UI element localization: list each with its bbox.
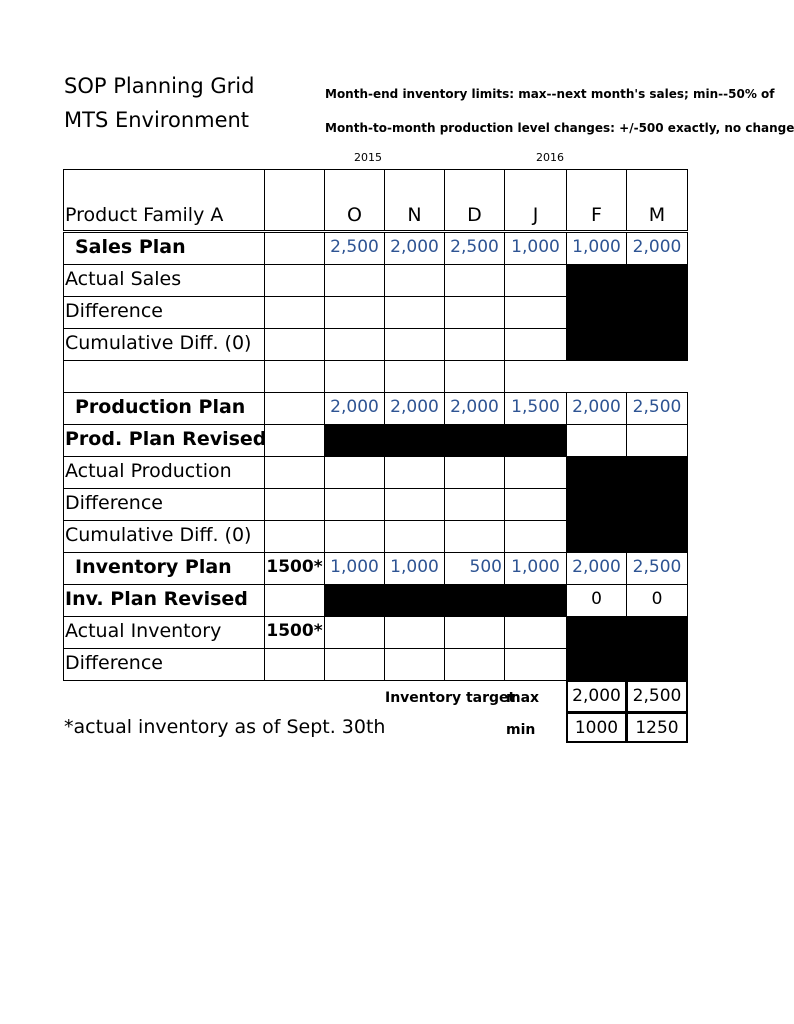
cell-actual-inventory-3 [504,616,567,649]
cell-inventory-difference-0 [324,648,385,681]
cell-inventory-difference-5 [626,648,688,681]
row-label-sales-cum-diff: Cumulative Diff. (0) [63,328,265,361]
cell-production-plan-3: 1,500 [504,392,567,425]
row-label-production-plan: Production Plan [63,392,265,425]
cell-actual-sales-1 [384,264,445,297]
spacer-row-cell-4 [566,360,627,393]
cell-actual-inventory-4 [566,616,627,649]
spacer-row-cell-2 [444,360,505,393]
row-start-actual-production [264,456,325,489]
cell-sales-difference-3 [504,296,567,329]
cell-prod-plan-revised-5 [626,424,688,457]
inventory-target-max-0: 2,000 [566,680,627,713]
row-label-production-difference: Difference [63,488,265,521]
cell-sales-difference-1 [384,296,445,329]
cell-actual-sales-2 [444,264,505,297]
row-start-production-difference [264,488,325,521]
inventory-target-min-0: 1000 [566,712,627,743]
cell-actual-sales-4 [566,264,627,297]
cell-actual-inventory-5 [626,616,688,649]
cell-sales-difference-4 [566,296,627,329]
cell-sales-cum-diff-3 [504,328,567,361]
cell-actual-production-0 [324,456,385,489]
cell-production-cum-diff-0 [324,520,385,553]
row-label-inventory-difference: Difference [63,648,265,681]
cell-production-cum-diff-4 [566,520,627,553]
cell-actual-production-2 [444,456,505,489]
row-start-actual-sales [264,264,325,297]
cell-production-plan-4: 2,000 [566,392,627,425]
page-subtitle: MTS Environment [64,108,250,132]
row-start-sales-cum-diff [264,328,325,361]
row-label-inv-plan-revised: Inv. Plan Revised [63,584,265,617]
row-start-inv-plan-revised [264,584,325,617]
row-start-actual-inventory: 1500* [264,616,325,649]
row-label-actual-inventory: Actual Inventory [63,616,265,649]
row-label-sales-difference: Difference [63,296,265,329]
cell-inv-plan-revised-5: 0 [626,584,688,617]
cell-production-difference-5 [626,488,688,521]
year-2015-label: 2015 [354,151,382,164]
cell-actual-inventory-2 [444,616,505,649]
row-start-sales-plan [264,232,325,265]
spacer-row-label [63,360,265,393]
row-start-production-plan [264,392,325,425]
month-header-5: M [626,169,688,231]
cell-actual-production-3 [504,456,567,489]
cell-inv-plan-revised-3 [504,584,567,617]
row-label-inventory-plan: Inventory Plan [63,552,265,585]
cell-production-cum-diff-1 [384,520,445,553]
cell-inventory-plan-4: 2,000 [566,552,627,585]
cell-sales-plan-3: 1,000 [504,232,567,265]
spacer-row-cell-0 [324,360,385,393]
spacer-row-start [264,360,325,393]
cell-inv-plan-revised-4: 0 [566,584,627,617]
page-title: SOP Planning Grid [64,74,255,98]
start-header-cell [264,169,325,231]
cell-inventory-plan-2: 500 [444,552,505,585]
cell-prod-plan-revised-3 [504,424,567,457]
cell-actual-production-1 [384,456,445,489]
row-start-production-cum-diff [264,520,325,553]
cell-prod-plan-revised-2 [444,424,505,457]
cell-sales-plan-5: 2,000 [626,232,688,265]
cell-sales-cum-diff-4 [566,328,627,361]
cell-inventory-difference-4 [566,648,627,681]
cell-inventory-difference-3 [504,648,567,681]
cell-sales-plan-1: 2,000 [384,232,445,265]
cell-prod-plan-revised-4 [566,424,627,457]
spacer-row-cell-5 [626,360,688,393]
note-production-changes: Month-to-month production level changes: +/-500 exactly, no change [325,121,794,135]
cell-inv-plan-revised-2 [444,584,505,617]
inventory-target-min-1: 1250 [626,712,688,743]
cell-production-cum-diff-5 [626,520,688,553]
cell-production-plan-2: 2,000 [444,392,505,425]
cell-inventory-difference-1 [384,648,445,681]
cell-inventory-plan-3: 1,000 [504,552,567,585]
row-start-sales-difference [264,296,325,329]
cell-production-cum-diff-3 [504,520,567,553]
row-label-actual-sales: Actual Sales [63,264,265,297]
spacer-row-cell-3 [504,360,567,393]
row-label-production-cum-diff: Cumulative Diff. (0) [63,520,265,553]
cell-sales-difference-5 [626,296,688,329]
cell-sales-difference-2 [444,296,505,329]
cell-prod-plan-revised-0 [324,424,385,457]
cell-sales-cum-diff-1 [384,328,445,361]
row-start-inventory-plan: 1500* [264,552,325,585]
row-start-inventory-difference [264,648,325,681]
cell-inventory-plan-5: 2,500 [626,552,688,585]
cell-inv-plan-revised-1 [384,584,445,617]
year-2016-label: 2016 [536,151,564,164]
cell-actual-sales-0 [324,264,385,297]
cell-prod-plan-revised-1 [384,424,445,457]
cell-sales-plan-2: 2,500 [444,232,505,265]
row-label-actual-production: Actual Production [63,456,265,489]
cell-actual-sales-3 [504,264,567,297]
footnote: *actual inventory as of Sept. 30th [64,716,386,738]
cell-inventory-plan-0: 1,000 [324,552,385,585]
cell-actual-sales-5 [626,264,688,297]
cell-sales-cum-diff-0 [324,328,385,361]
cell-inv-plan-revised-0 [324,584,385,617]
product-family-label: Product Family A [63,169,265,231]
row-start-prod-plan-revised [264,424,325,457]
cell-production-plan-1: 2,000 [384,392,445,425]
cell-production-plan-5: 2,500 [626,392,688,425]
cell-sales-plan-0: 2,500 [324,232,385,265]
cell-actual-production-4 [566,456,627,489]
cell-production-difference-3 [504,488,567,521]
spacer-row-cell-1 [384,360,445,393]
row-label-prod-plan-revised: Prod. Plan Revised [63,424,265,457]
cell-production-difference-4 [566,488,627,521]
cell-inventory-difference-2 [444,648,505,681]
cell-sales-cum-diff-2 [444,328,505,361]
cell-production-plan-0: 2,000 [324,392,385,425]
month-header-4: F [566,169,627,231]
inventory-target-min-label: min [506,722,536,738]
inventory-target-max-1: 2,500 [626,680,688,713]
cell-production-difference-1 [384,488,445,521]
cell-sales-difference-0 [324,296,385,329]
inventory-target-label: Inventory target [385,690,516,706]
cell-sales-cum-diff-5 [626,328,688,361]
month-header-1: N [384,169,445,231]
cell-actual-inventory-1 [384,616,445,649]
note-inventory-limits: Month-end inventory limits: max--next month's sales; min--50% of [325,87,775,101]
cell-inventory-plan-1: 1,000 [384,552,445,585]
month-header-3: J [504,169,567,231]
month-header-0: O [324,169,385,231]
cell-sales-plan-4: 1,000 [566,232,627,265]
cell-production-cum-diff-2 [444,520,505,553]
cell-actual-production-5 [626,456,688,489]
inventory-target-max-label: max [506,690,540,706]
row-label-sales-plan: Sales Plan [63,232,265,265]
cell-production-difference-2 [444,488,505,521]
cell-actual-inventory-0 [324,616,385,649]
cell-production-difference-0 [324,488,385,521]
month-header-2: D [444,169,505,231]
